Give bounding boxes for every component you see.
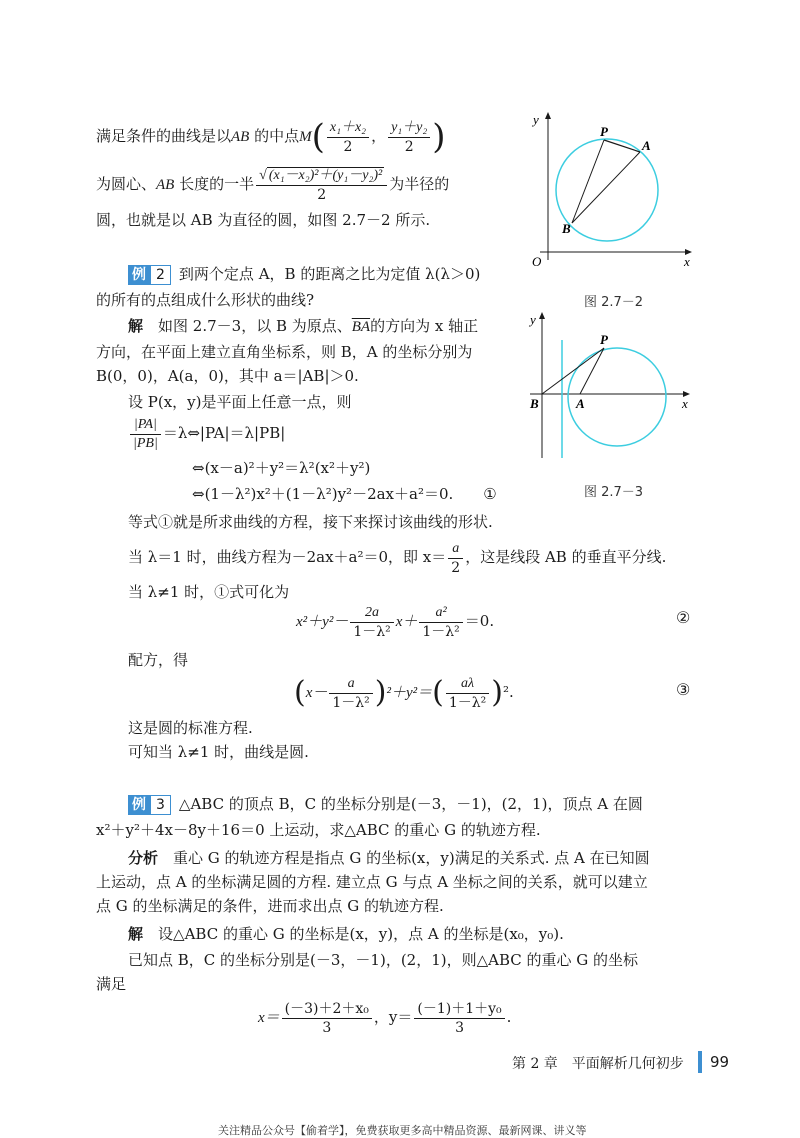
text: ，这是线段 AB 的垂直平分线. xyxy=(465,548,667,566)
label-x: x xyxy=(684,254,690,269)
example-number: 2 xyxy=(150,265,171,285)
ex3-line1 xyxy=(128,792,643,816)
fraction xyxy=(282,1000,372,1037)
numerator: (－3)＋2＋x₀ xyxy=(282,1000,372,1019)
text: x－ xyxy=(305,685,328,701)
ex2-line11 xyxy=(128,538,666,577)
fraction xyxy=(350,604,393,641)
label-y: y xyxy=(530,312,536,327)
text: 满足条件的曲线是以 xyxy=(96,127,232,145)
text: M xyxy=(299,129,312,145)
chapter-title: 第 2 章 平面解析几何初步 xyxy=(512,1056,684,1072)
para1-line1: 满足条件的曲线是以AB 的中点M( $\frac{\text{x₁＋x₂}}{2}$ ， $\frac{\text{y₁＋y₂}}{2}$ ) xyxy=(96,117,446,157)
text: 的中点 xyxy=(249,127,300,145)
example-number: 3 xyxy=(150,795,171,815)
denominator: 2 xyxy=(451,559,461,576)
text: 重心 G 的轨迹方程是指点 G 的坐标(x，y)满足的关系式. 点 A 在已知圆 xyxy=(173,849,650,867)
ex2-line4: 方向，在平面上建立直角坐标系，则 B，A 的坐标分别为 xyxy=(96,343,473,361)
label-p: P xyxy=(600,124,608,139)
segment-ba xyxy=(572,152,640,223)
ex3-line5: 点 G 的坐标满足的条件，进而求出点 G 的轨迹方程. xyxy=(96,897,444,915)
y-axis-arrow xyxy=(539,312,545,319)
text: AB xyxy=(231,129,250,145)
numerator: aλ xyxy=(446,675,489,694)
denominator: 1－λ² xyxy=(448,694,487,711)
text: 如图 2.7－3，以 B 为原点、 xyxy=(158,317,352,335)
paren: ) xyxy=(432,117,446,157)
ex3-line7: 已知点 B，C 的坐标分别是(－3，－1)，(2，1)，则△ABC 的重心 G 的坐标 xyxy=(128,951,639,969)
denominator: 3 xyxy=(322,1019,332,1036)
label-p: P xyxy=(600,332,608,347)
text: ＝λ⇔|PA|＝λ|PB| xyxy=(162,424,286,442)
segment-bp xyxy=(542,348,604,394)
numerator: a² xyxy=(419,604,462,623)
figure2-caption: 图 2.7－3 xyxy=(584,485,644,500)
text: 为半径的 xyxy=(389,175,450,193)
figure-2-7-2 xyxy=(520,110,700,270)
figure1-caption: 图 2.7－2 xyxy=(584,295,644,310)
para1-line3: 圆，也就是以 AB 为直径的圆，如图 2.7－2 所示. xyxy=(96,211,431,229)
fraction xyxy=(256,167,387,204)
fraction xyxy=(414,1000,504,1037)
ex2-line5: B(0，0)，A(a，0)，其中 a＝|AB|＞0. xyxy=(96,367,359,385)
text: 的方向为 x 轴正 xyxy=(370,317,479,335)
ex3-line2: x²＋y²＋4x－8y＋16＝0 上运动，求△ABC 的重心 G 的轨迹方程. xyxy=(96,821,541,839)
analysis-label: 分析 xyxy=(128,849,159,867)
figure-2-7-3 xyxy=(520,310,700,470)
text: 当 λ＝1 时，曲线方程为－2ax＋a²＝0，即 x＝ xyxy=(128,548,447,566)
fraction xyxy=(446,675,489,712)
paren: ( xyxy=(311,117,325,157)
solution-label: 解 xyxy=(128,925,144,943)
fraction xyxy=(327,119,369,156)
ex2-eq2 xyxy=(296,600,494,643)
para1-line2 xyxy=(96,164,449,205)
ex2-line8: ⇔(x－a)²＋y²＝λ²(x²＋y²) xyxy=(192,459,371,477)
fraction xyxy=(130,416,161,453)
fraction xyxy=(419,604,462,641)
text: x＝ xyxy=(258,1010,280,1026)
paren: ) xyxy=(374,675,387,710)
numerator: y₁＋y₂ xyxy=(388,119,430,138)
label-b: B xyxy=(530,396,539,411)
ex2-line3 xyxy=(128,314,478,339)
paren: ( xyxy=(294,675,306,710)
denominator: 2 xyxy=(317,186,327,203)
text: ²＋y²＝ xyxy=(386,685,433,701)
ex2-line10: 等式①就是所求曲线的方程，接下来探讨该曲线的形状. xyxy=(128,513,493,531)
paren: ) xyxy=(491,675,504,710)
ex2-line7 xyxy=(128,414,285,453)
ex2-eq3 xyxy=(294,670,514,715)
ex3-line8: 满足 xyxy=(96,975,127,993)
ex2-line9 xyxy=(192,482,497,506)
text: . xyxy=(506,1008,512,1026)
text: ². xyxy=(503,683,514,701)
ex2-line14: 这是圆的标准方程. xyxy=(128,719,253,737)
denominator: 2 xyxy=(343,138,353,155)
segment-bp xyxy=(572,140,604,223)
text: x²＋y²－ xyxy=(296,614,349,630)
ex3-line3 xyxy=(128,846,650,870)
label-a: A xyxy=(576,396,585,411)
radicand: (x₁－x₂)²＋(y₁－y₂)² xyxy=(268,167,383,183)
text: ⇔(1－λ²)x²＋(1－λ²)y²－2ax＋a²＝0. xyxy=(192,485,454,503)
fraction xyxy=(448,540,463,577)
ex2-line1 xyxy=(128,262,480,286)
text: x＋ xyxy=(395,614,418,630)
numerator: 2a xyxy=(350,604,393,623)
label-b: B xyxy=(562,221,571,236)
y-axis-arrow xyxy=(545,112,551,119)
numerator: x₁＋x₂ xyxy=(327,119,369,138)
footer-divider xyxy=(698,1051,702,1073)
denominator: 1－λ² xyxy=(332,694,370,711)
label-y: y xyxy=(533,112,539,127)
page-number: 99 xyxy=(710,1053,730,1071)
denominator: 3 xyxy=(455,1019,464,1036)
denominator: 1－λ² xyxy=(422,623,460,640)
ex2-line6: 设 P(x，y)是平面上任意一点，则 xyxy=(128,393,352,411)
fraction xyxy=(388,119,430,156)
ex2-line2: 的所有的点组成什么形状的曲线? xyxy=(96,291,315,309)
text: 到两个定点 A，B 的距离之比为定值 λ(λ＞0) xyxy=(178,265,481,283)
eq-number-3: ③ xyxy=(676,680,691,699)
text: 长度的一半 xyxy=(174,175,255,193)
denominator: |PB| xyxy=(133,435,158,451)
ex3-line6 xyxy=(128,922,564,946)
ex3-line4: 上运动，点 A 的坐标满足圆的方程. 建立点 G 与点 A 坐标之间的关系，就可以建立 xyxy=(96,873,648,891)
example-label: 例 xyxy=(128,265,150,285)
text: △ABC 的顶点 B，C 的坐标分别是(－3，－1)，(2，1)，顶点 A 在圆 xyxy=(178,795,643,813)
ex2-line12: 当 λ≠1 时，①式可化为 xyxy=(128,583,290,601)
ex2-line13: 配方，得 xyxy=(128,651,189,669)
ex2-line15: 可知当 λ≠1 时，曲线是圆. xyxy=(128,743,309,761)
fraction xyxy=(329,675,372,712)
eq-number-2: ② xyxy=(676,608,691,627)
numerator: a xyxy=(329,675,372,694)
example-label: 例 xyxy=(128,795,150,815)
numerator: a xyxy=(448,540,463,559)
label-x: x xyxy=(682,396,688,411)
label-a: A xyxy=(642,138,651,153)
vector: $\overline{BA}$ xyxy=(351,319,371,335)
text: ＝0. xyxy=(464,612,495,630)
text: ，y＝ xyxy=(373,1008,413,1026)
ex3-eq xyxy=(258,996,511,1039)
eq-number: ① xyxy=(483,485,497,503)
text: 为圆心、 xyxy=(96,175,157,193)
numerator: |PA| xyxy=(130,416,161,435)
watermark-text: 关注精品公众号【偷着学】，免费获取更多高中精品资源、最新网课、讲义等 xyxy=(218,1124,587,1137)
solution-label: 解 xyxy=(128,317,144,335)
label-o: O xyxy=(532,254,542,269)
numerator: √ (x₁－x₂)²＋(y₁－y₂)² xyxy=(256,167,387,186)
paren: ( xyxy=(432,675,444,710)
circle xyxy=(556,139,658,241)
text: AB xyxy=(156,177,175,193)
denominator: 2 xyxy=(404,138,414,155)
numerator: (－1)＋1＋y₀ xyxy=(414,1000,504,1019)
denominator: 1－λ² xyxy=(353,623,391,640)
text: 设△ABC 的重心 G 的坐标是(x，y)，点 A 的坐标是(x₀，y₀). xyxy=(158,925,564,943)
